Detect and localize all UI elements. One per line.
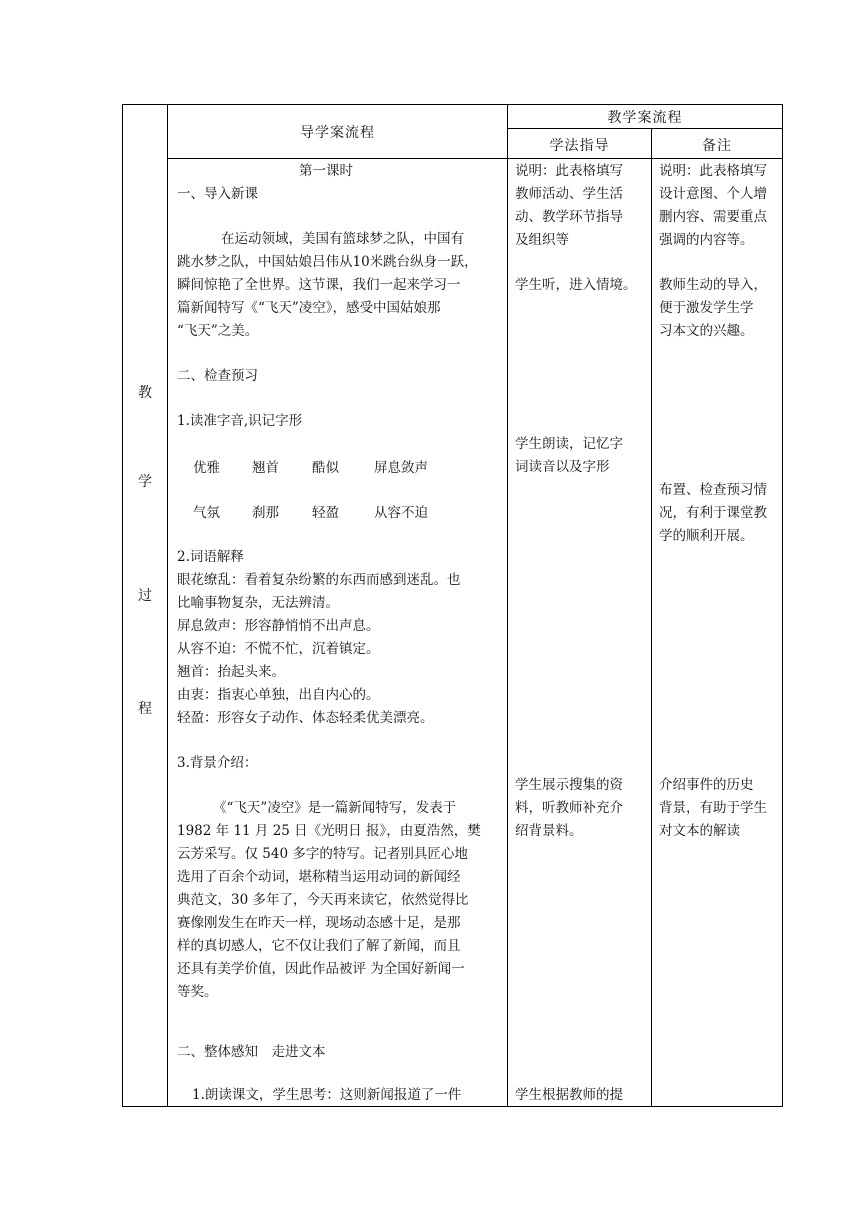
col-divider-3 — [651, 128, 652, 1107]
background-line: 典范文，30 多年了，今天再来读它，依然觉得比 — [177, 892, 469, 908]
vocab-word: 气氛 — [193, 505, 220, 521]
intro-paragraph-line: 篇新闻特写《“飞天”凌空》，感受中国姑娘那 — [177, 300, 441, 316]
col-divider-1 — [167, 104, 168, 1107]
method-read-line: 词读音以及字形 — [515, 459, 610, 475]
note-background-line: 背景，有助于学生 — [659, 800, 767, 816]
vocab-word: 轻盈 — [312, 505, 339, 521]
definition-line: 从容不迫：不慌不忙，沉着镇定。 — [177, 641, 380, 657]
intro-paragraph-line: 在运动领域，美国有篮球梦之队，中国有 — [221, 231, 464, 247]
vocab-word: 屏息敛声 — [374, 460, 428, 476]
header-main-flow: 导学案流程 — [300, 125, 375, 141]
method-read-line: 学生朗读，记忆字 — [515, 436, 623, 452]
definition-line: 比喻事物复杂，无法辨清。 — [177, 595, 339, 611]
background-line: 样的真切感人，它不仅让我们了解了新闻，而且 — [177, 938, 461, 954]
definition-line: 由衷：指衷心单独，出自内心的。 — [177, 687, 380, 703]
method-background-line: 学生展示搜集的资 — [515, 777, 623, 793]
header-bottom-line — [167, 158, 783, 159]
method-note-line: 说明：此表格填写 — [515, 163, 623, 179]
section-overview-title: 二、整体感知 走进文本 — [177, 1044, 326, 1060]
background-line: 《“飞天”凌空》是一篇新闻特写，发表于 — [213, 800, 457, 816]
background-line: 等奖。 — [177, 984, 218, 1000]
background-line: 云芳采写。仅 540 多字的特写。记者别具匠心地 — [177, 846, 468, 862]
background-line: 赛像刚发生在昨天一样，现场动态感十足，是那 — [177, 915, 461, 931]
col-divider-2 — [507, 104, 508, 1107]
note-preview-line: 布置、检查预习情 — [659, 482, 767, 498]
note-intro-line: 教师生动的导入， — [659, 277, 767, 293]
intro-paragraph-line: 瞬间惊艳了全世界。这节课，我们一起来学习一 — [177, 277, 461, 293]
definition-line: 眼花缭乱：看着复杂纷繁的东西而感到迷乱。也 — [177, 572, 461, 588]
session-title: 第一课时 — [299, 163, 353, 179]
background-line: 还具有美学价值，因此作品被评 为全国好新闻一 — [177, 961, 465, 977]
definition-line: 屏息敛声：形容静悄悄不出声息。 — [177, 618, 380, 634]
vocab-word: 刹那 — [252, 505, 279, 521]
header-note: 备注 — [702, 138, 732, 154]
method-background-line: 料，听教师补充介 — [515, 800, 623, 816]
note-intro-line: 便于激发学生学 — [659, 300, 754, 316]
section-intro-title: 一、导入新课 — [177, 186, 258, 202]
background-line: 选用了百余个动词，堪称精当运用动词的新闻经 — [177, 869, 461, 885]
method-listen: 学生听，进入情境。 — [515, 277, 637, 293]
note-line: 说明：此表格填写 — [659, 163, 767, 179]
intro-paragraph-line: 跳水梦之队，中国姑娘吕伟从10米跳台纵身一跃， — [177, 254, 478, 270]
note-background-line: 介绍事件的历史 — [659, 777, 754, 793]
side-label-char: 学 — [138, 474, 152, 490]
preview-item-3: 3.背景介绍： — [177, 755, 258, 771]
side-label-char: 程 — [138, 701, 152, 717]
header-teaching-flow: 教学案流程 — [607, 110, 683, 126]
overview-item-1: 1.朗读课文，学生思考：这则新闻报道了一件 — [192, 1087, 462, 1103]
note-line: 强调的内容等。 — [659, 232, 754, 248]
vocab-word: 优雅 — [193, 460, 220, 476]
header-method: 学法指导 — [549, 138, 610, 154]
section-preview-title: 二、检查预习 — [177, 368, 258, 384]
table-border-top — [122, 104, 783, 105]
method-background-line: 绍背景料。 — [515, 823, 583, 839]
note-line: 设计意图、个人增 — [659, 186, 767, 202]
note-preview-line: 况，有利于课堂教 — [659, 505, 767, 521]
note-background-line: 对文本的解读 — [659, 823, 740, 839]
definition-line: 翘首：抬起头来。 — [177, 664, 285, 680]
definition-line: 轻盈：形容女子动作、体态轻柔优美漂亮。 — [177, 710, 434, 726]
preview-item-1: 1.读准字音,识记字形 — [177, 413, 303, 429]
vocab-word: 酷似 — [312, 460, 339, 476]
header-subrow-line — [507, 128, 783, 129]
table-border-left — [122, 104, 123, 1107]
method-overview: 学生根据教师的提 — [515, 1087, 623, 1103]
note-preview-line: 学的顺利开展。 — [659, 528, 754, 544]
method-note-line: 教师活动、学生活 — [515, 186, 623, 202]
note-intro-line: 习本文的兴趣。 — [659, 323, 754, 339]
side-label-char: 教 — [138, 385, 152, 401]
preview-item-2: 2.词语解释 — [177, 549, 244, 565]
vocab-word: 翘首 — [252, 460, 279, 476]
note-line: 删内容、需要重点 — [659, 209, 767, 225]
table-border-right — [782, 104, 783, 1107]
intro-paragraph-line: “飞天”之美。 — [177, 323, 259, 339]
background-line: 1982 年 11 月 25 日《光明日 报》，由夏浩然，樊 — [177, 823, 481, 839]
method-note-line: 及组织等 — [515, 232, 569, 248]
side-label-char: 过 — [138, 588, 152, 604]
vocab-word: 从容不迫 — [374, 505, 428, 521]
method-note-line: 动、教学环节指导 — [515, 209, 623, 225]
